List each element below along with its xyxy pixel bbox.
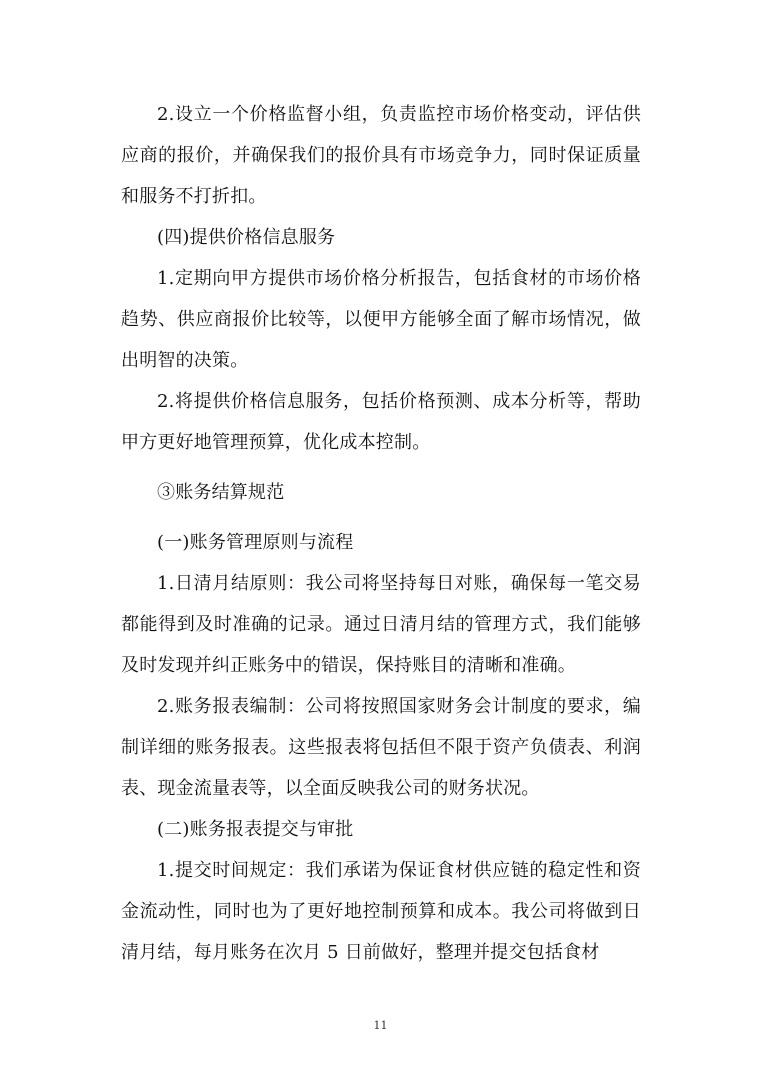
paragraph-price-supervision: 2.设立一个价格监督小组，负责监控市场价格变动，评估供应商的报价，并确保我们的报价具有市场竞争力，同时保证质量和服务不打折扣。 — [121, 104, 641, 207]
heading-report-submission: (二)账务报表提交与审批 — [157, 819, 354, 840]
page-number: 11 — [373, 1019, 388, 1032]
section-spacer — [121, 513, 641, 522]
paragraph-daily-settlement: 1.日清月结原则：我公司将坚持每日对账，确保每一笔交易都能得到及时准确的记录。通过日清月结的管理方式，我们能够及时发现并纠正账务中的错误，保持账目的清晰和准确。 — [121, 573, 641, 676]
paragraph-market-report: 1.定期向甲方提供市场价格分析报告，包括食材的市场价格趋势、供应商报价比较等，以便甲方能够全面了解市场情况，做出明智的决策。 — [121, 268, 641, 371]
paragraph-report-compilation: 2.账务报表编制：公司将按照国家财务会计制度的要求，编制详细的账务报表。这些报表将包括但不限于资产负债表、利润表、现金流量表等，以全面反映我公司的财务状况。 — [121, 696, 641, 799]
heading-account-principles: (一)账务管理原则与流程 — [157, 532, 354, 553]
heading-account-settlement: ③账务结算规范 — [157, 482, 285, 503]
heading-price-info-service: (四)提供价格信息服务 — [157, 227, 336, 248]
page-body — [121, 94, 641, 973]
paragraph-price-forecast: 2.将提供价格信息服务，包括价格预测、成本分析等，帮助甲方更好地管理预算，优化成本控制。 — [121, 391, 641, 453]
paragraph-submission-time: 1.提交时间规定：我们承诺为保证食材供应链的稳定性和资金流动性，同时也为了更好地控制预算和成本。我公司将做到日清月结，每月账务在次月 5 日前做好，整理并提交包括食材 — [121, 860, 641, 963]
section-spacer — [121, 463, 641, 472]
